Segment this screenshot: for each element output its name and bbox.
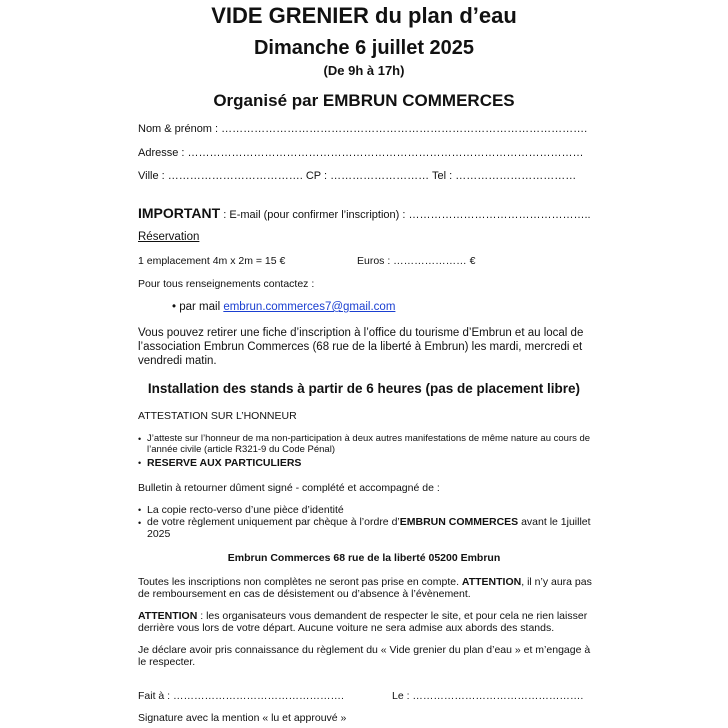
- bulletin-item-id: La copie recto-verso d’une pièce d’identité: [147, 504, 344, 516]
- notice-refund-text: Toutes les inscriptions non complètes ne seront pas prise en compte.: [138, 576, 462, 588]
- notice-site-attention: ATTENTION: [138, 610, 198, 622]
- mail-prefix: • par mail: [172, 301, 224, 313]
- bulletin-intro: Bulletin à retourner dûment signé - complété et accompagné de :: [138, 482, 440, 494]
- declaration: Je déclare avoir pris connaissance du règlement du « Vide grenier du plan d’eau » et m’engage à le respecter.: [138, 644, 591, 668]
- contact-mail-line: [172, 301, 395, 313]
- reservation-heading: Réservation: [138, 231, 200, 243]
- page-title: VIDE GRENIER du plan d’eau: [211, 3, 517, 28]
- city-cp-tel-line: Ville : ………………………………. CP : ……………………… Tel : ……………………………: [138, 170, 577, 182]
- bullet-marker: •: [138, 518, 142, 528]
- reservation-euros: Euros : ………………… €: [357, 255, 476, 267]
- bullet-marker: •: [138, 458, 142, 468]
- mail-link[interactable]: embrun.commerces7@gmail.com: [223, 301, 396, 313]
- event-hours: (De 9h à 17h): [323, 63, 405, 78]
- attestation-heading: ATTESTATION SUR L’HONNEUR: [138, 410, 297, 422]
- notice-refund-rest: , il n’y aura pas de remboursement en cas de désistement ou d’absence à l’évènement.: [138, 576, 592, 600]
- name-field-line: Nom & prénom : ……………………………………………………………………………………….: [138, 123, 588, 135]
- bullet-marker: •: [138, 505, 142, 515]
- payment-payee: EMBRUN COMMERCES: [399, 516, 519, 528]
- email-field-line: [138, 205, 591, 223]
- event-date: Dimanche 6 juillet 2025: [253, 37, 475, 59]
- payment-deadline: avant le 1juillet 2025: [147, 516, 591, 540]
- attestation-item-reserve: RESERVE AUX PARTICULIERS: [147, 457, 302, 469]
- address-field-line: Adresse : ………………………………………………………………………………………………: [138, 147, 584, 159]
- email-line-text: : E-mail (pour confirmer l’inscription) : …………………………………………..: [220, 209, 591, 221]
- notice-refund: [138, 576, 600, 600]
- payment-text: de votre règlement uniquement par chèque à l’ordre d’: [147, 516, 400, 528]
- organizer-heading: Organisé par EMBRUN COMMERCES: [213, 91, 515, 110]
- notice-site: [138, 610, 600, 634]
- signature-line: Signature avec la mention « lu et approuvé »: [138, 712, 347, 724]
- made-at-line: Fait à : ………………………………………….: [138, 690, 344, 702]
- association-address: Embrun Commerces 68 rue de la liberté 05200 Embrun: [227, 552, 501, 564]
- date-line: Le : ………………………………………….: [392, 690, 584, 702]
- contact-intro: Pour tous renseignements contactez :: [138, 278, 315, 290]
- notice-refund-attention: ATTENTION: [461, 576, 522, 588]
- bulletin-item-payment: [147, 516, 599, 540]
- attestation-item: J’atteste sur l’honneur de ma non-participation à deux autres manifestations de même nature au cours de l’année civile (article R321-9 du Code Pénal): [147, 433, 591, 455]
- reservation-slot: 1 emplacement 4m x 2m = 15 €: [138, 255, 286, 267]
- installation-heading: Installation des stands à partir de 6 heures (pas de placement libre): [147, 381, 581, 396]
- important-label: IMPORTANT: [138, 205, 221, 221]
- notice-site-text: : les organisateurs vous demandent de respecter le site, et pour cela ne rien laisser derrière vous lors de votre départ. Aucune voiture ne sera admise aux abords des stands.: [138, 610, 588, 634]
- bullet-marker: •: [138, 434, 142, 444]
- info-paragraph: Vous pouvez retirer une fiche d’inscription à l’office du tourisme d’Embrun et au local de l’association Embrun Commerces (68 rue de la liberté à Embrun) les mardi, mercredi et vendredi matin.: [138, 327, 584, 367]
